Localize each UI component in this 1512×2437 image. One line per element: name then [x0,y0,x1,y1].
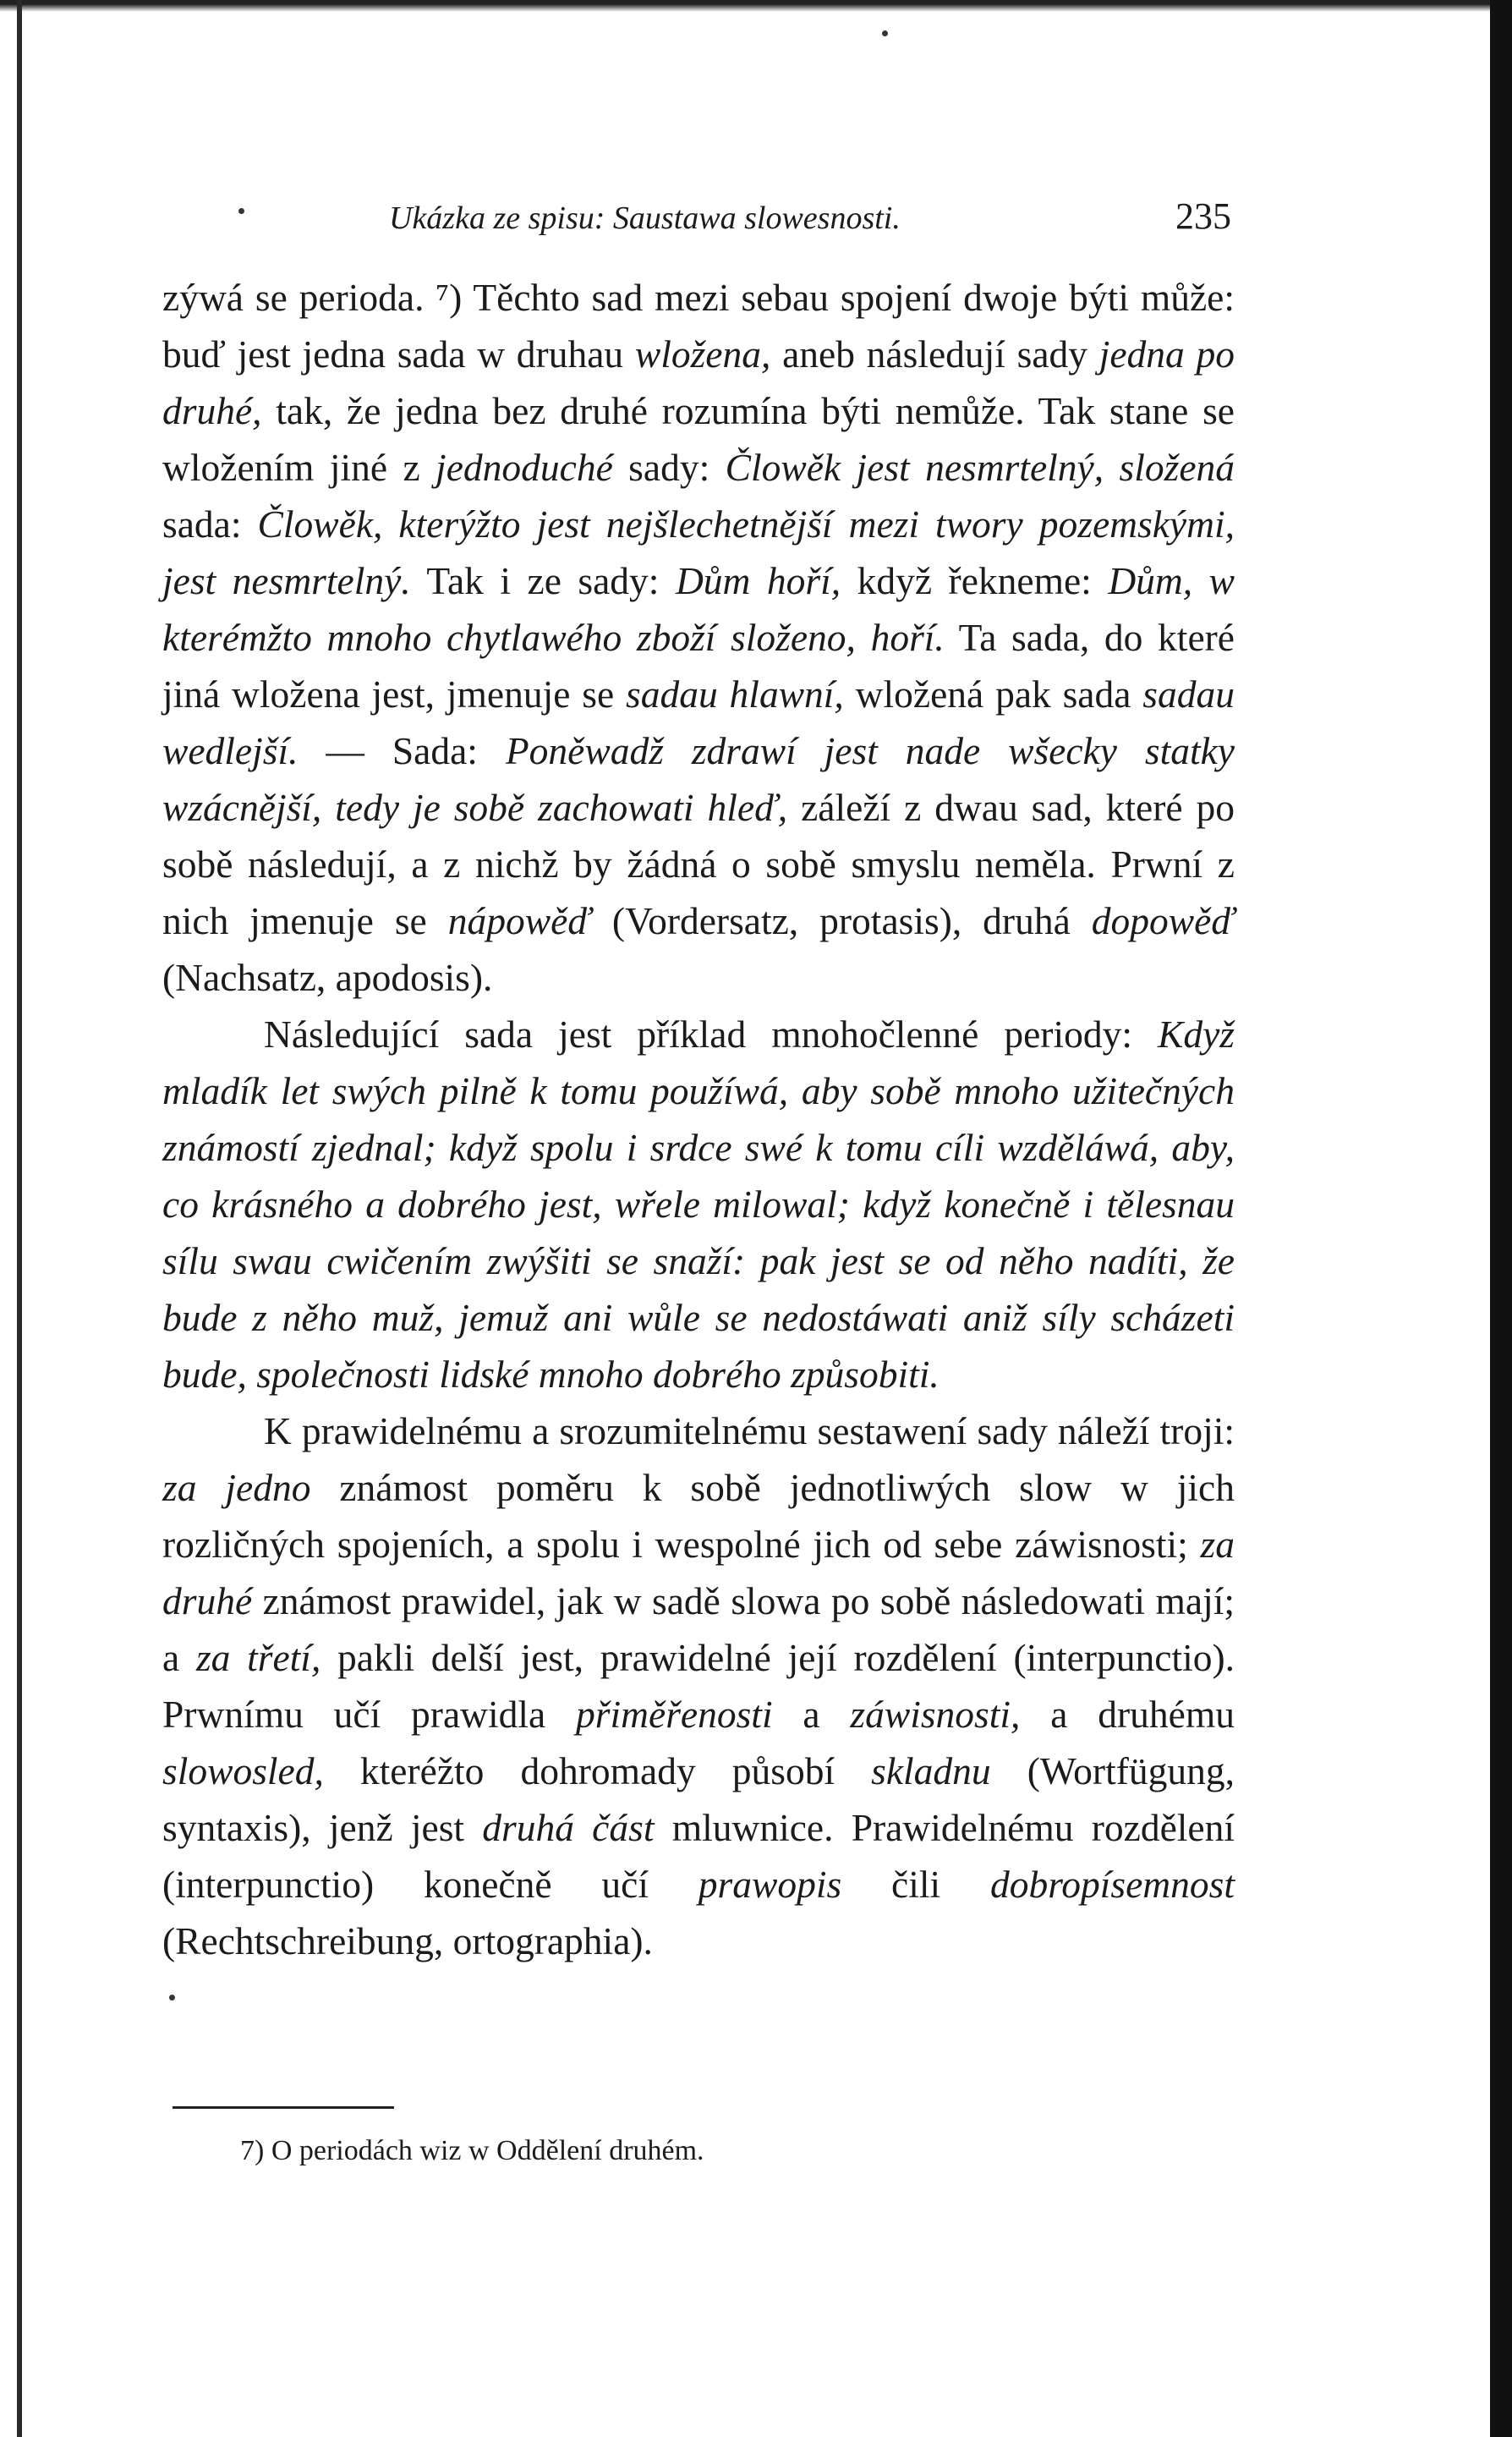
italic-run: Člowěk, kterýžto jest nejšlechetnější mezi twory pozemskými, jest nesmrtelný. [162,502,1235,602]
italic-run: Poněwadž zdrawí jest nade wšecky statky wzácnější, tedy je sobě zachowati hleď, [162,729,1235,829]
text-run: kteréžto dohromady působí [323,1749,872,1792]
text-run: (Vordersatz, protasis), druhá [590,899,1092,942]
italic-run: Člowěk jest nesmrtelný, [725,446,1104,489]
text-run: (Wortfügung, syntaxis), jenž jest [162,1749,1235,1849]
italic-run: sadau hlawní, [626,672,844,716]
italic-run: za třetí, [195,1636,321,1679]
italic-run: wložena, [634,332,771,376]
text-run: — Sada: [298,729,506,772]
text-run: (Rechtschreibung, ortographia). [162,1919,653,1962]
page-number: 235 [1175,195,1231,237]
italic-run: skladnu [871,1749,991,1792]
italic-run: dobropísemnost [989,1863,1235,1906]
text-run: tak, že jedna bez druhé rozumína býti nemůže. Tak stane se wložením jiné z [162,389,1235,489]
italic-run: prawopis [698,1863,842,1906]
text-run: a [772,1693,851,1736]
text-run: mluwnice. Prawidelnému rozdělení (interpunctio) konečně učí [162,1806,1235,1906]
text-run: pakli delší jest, prawidelné její rozdělení (interpunctio). Prwnímu učí prawidla [162,1636,1235,1736]
italic-run: jednoduché [436,446,613,489]
text-run: K prawidelnému a srozumitelnému sestawení sady náleží troji: [264,1409,1235,1452]
running-head-title: Ukázka ze spisu: Saustawa slowesnosti. [389,200,901,236]
footnote: 7) O periodách wiz w Oddělení druhém. [240,2135,704,2166]
text-run: čili [841,1863,990,1906]
text-run [1104,446,1119,489]
text-run: sady: [612,446,726,489]
scan-edge-right [1490,0,1512,2437]
italic-run: slowosled, [162,1749,324,1792]
running-head [162,195,1235,245]
italic-run: složená [1119,446,1235,489]
scan-edge-top [0,0,1512,12]
body-text [162,269,1235,1969]
text-run: (Nachsatz, apodosis). [162,956,493,999]
scan-speck [169,1995,175,2001]
paragraph-2 [162,1006,1235,1402]
italic-run: přiměřenosti [576,1693,773,1736]
italic-run: za jedno [162,1466,311,1509]
text-run: aneb následují sady [770,332,1099,376]
text-run: zýwá se perioda. ⁷) Těchto sad mezi sebau spojení dwoje býti může: buď jest jedna sada w druhau [162,276,1235,376]
italic-run: nápowěď [447,899,591,942]
text-run: známost prawidel, jak w sadě slowa po sobě následowati mají; a [162,1579,1235,1679]
text-run: Následující sada jest příklad mnohočlenné periody: [264,1013,1158,1056]
italic-run: druhá část [482,1806,655,1849]
italic-run: záwisnosti, [850,1693,1021,1736]
text-run: když řekneme: [841,559,1109,602]
italic-run: za druhé [162,1523,1235,1622]
italic-run: dopowěď [1091,899,1235,942]
italic-run: Dům, w kterémžto mnoho chytlawého zboží složeno, hoří. [162,559,1235,659]
italic-run: jedna po druhé, [162,332,1235,432]
text-run: sada: [162,502,258,546]
scan-edge-left [17,0,22,2437]
text-run: Ta sada, do které jiná wložena jest, jmenuje se [162,616,1235,716]
text-run: záleží z dwau sad, které po sobě následují, a z nichž by žádná o sobě smyslu neměla. Prwní z nich jmenuje se [162,786,1235,942]
paragraph-3 [162,1402,1235,1969]
text-run: a druhému [1020,1693,1235,1736]
scan-speck [882,30,888,36]
italic-run: Když mladík let swých pilně k tomu použíwá, aby sobě mnoho užitečných známostí zjednal; když spolu i srdce swé k tomu cíli wzděláwá, aby, co krásného a dobrého jest, wřele milowal; když konečně i tělesnau sílu swau cwičením zwýšiti se snaží: pak jest se od něho nadíti, že bude z něho muž, jemuž ani wůle se nedostáwati aniž síly scházeti bude, společnosti lidské mnoho dobrého způsobiti. [162,1013,1235,1396]
footnote-rule [173,2106,394,2109]
italic-run: Dům hoří, [675,559,841,602]
text-run: wložená pak sada [843,672,1143,716]
italic-run: sadau wedlejší. [162,672,1235,772]
text-run: známost poměru k sobě jednotliwých slow w jich rozličných spojeních, a spolu i wespolné jich od sebe záwisnosti; [162,1466,1235,1566]
text-run: Tak i ze sady: [410,559,676,602]
paragraph-1 [162,269,1235,1006]
